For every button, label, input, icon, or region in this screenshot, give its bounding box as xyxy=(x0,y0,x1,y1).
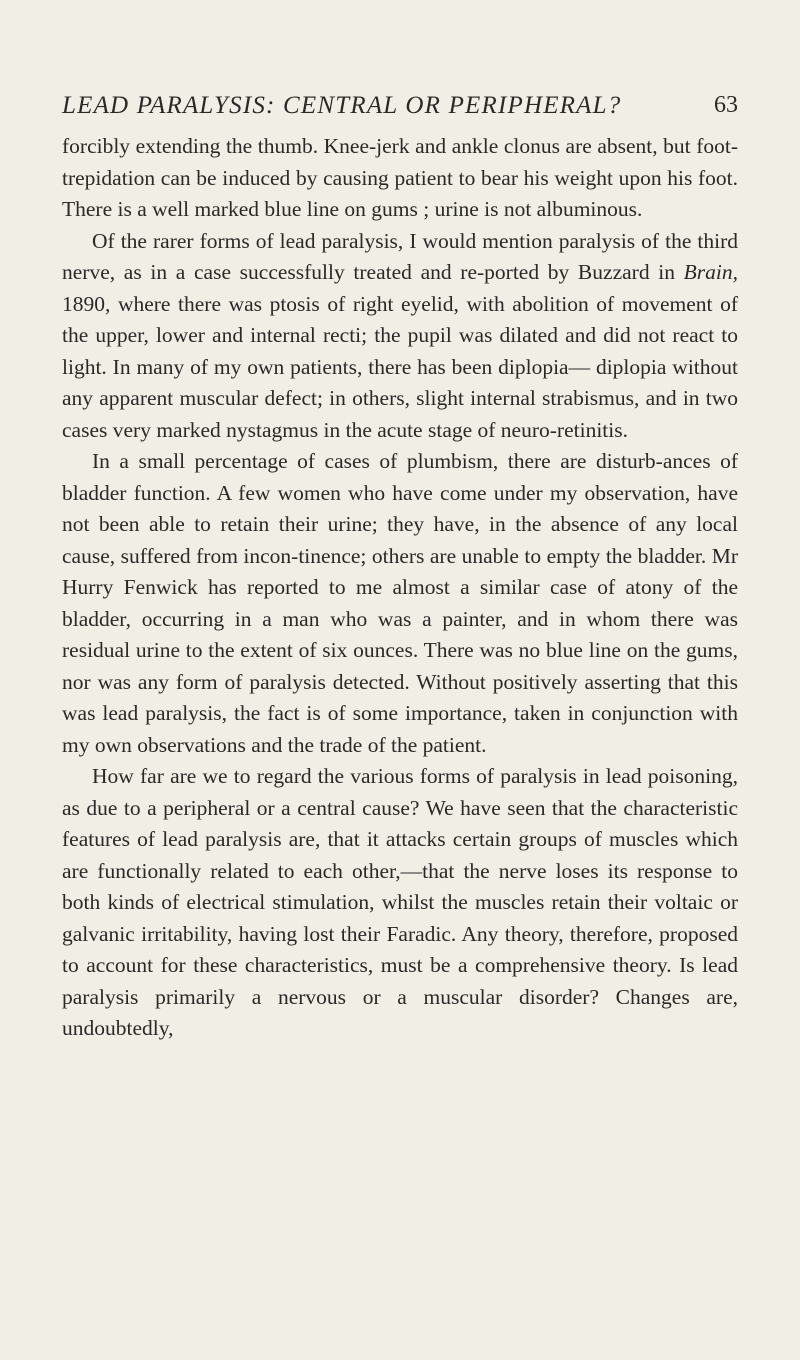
page-number: 63 xyxy=(714,92,738,118)
paragraph-text-before-citation: Of the rarer forms of lead paralysis, I would mention paralysis of the third nerve, as in a case successfully treated and re-ported by Buzzard in xyxy=(62,228,738,284)
running-title: LEAD PARALYSIS: CENTRAL OR PERIPHERAL? xyxy=(62,92,622,119)
journal-citation-brain: Brain, xyxy=(683,260,738,284)
body-text xyxy=(62,131,738,1045)
paragraph-bladder-function: In a small percentage of cases of plumbism, there are disturb-ances of bladder function. A few women who have come under my observation, have not been able to retain their urine; they have, in the absence of any local cause, suffered from incon-tinence; others are unable to empty the bladder. Mr Hurry Fenwick has reported to me almost a similar case of atony of the bladder, occurring in a man who was a painter, and in whom there was residual urine to the extent of six ounces. There was no blue line on the gums, nor was any form of paralysis detected. Without positively asserting that this was lead paralysis, the fact is of some importance, taken in conjunction with my own observations and the trade of the patient. xyxy=(62,449,738,757)
paragraph-continued: forcibly extending the thumb. Knee-jerk and ankle clonus are absent, but foot-trepidation can be induced by causing patient to bear his weight upon his foot. There is a well marked blue line on gums ; urine is not albuminous. xyxy=(62,134,738,221)
paragraph-text-after-citation: 1890, where there was ptosis of right eyelid, with abolition of movement of the upper, lower and internal recti; the pupil was dilated and did not react to light. In many of my own patients, there has been diplopia— diplopia without any apparent muscular defect; in others, slight internal strabismus, and in two cases very marked nystagmus in the acute stage of neuro-retinitis. xyxy=(62,291,738,442)
paragraph-peripheral-or-central: How far are we to regard the various forms of paralysis in lead poisoning, as due to a peripheral or a central cause? We have seen that the characteristic features of lead paralysis are, that it attacks certain groups of muscles which are functionally related to each other,—that the nerve loses its response to both kinds of electrical stimulation, whilst the muscles retain their voltaic or galvanic irritability, having lost their Faradic. Any theory, therefore, proposed to account for these characteristics, must be a comprehensive theory. Is lead paralysis primarily a nervous or a muscular disorder? Changes are, undoubtedly, xyxy=(62,764,738,1040)
page-header xyxy=(62,92,738,126)
paragraph-rarer-forms xyxy=(62,226,738,447)
